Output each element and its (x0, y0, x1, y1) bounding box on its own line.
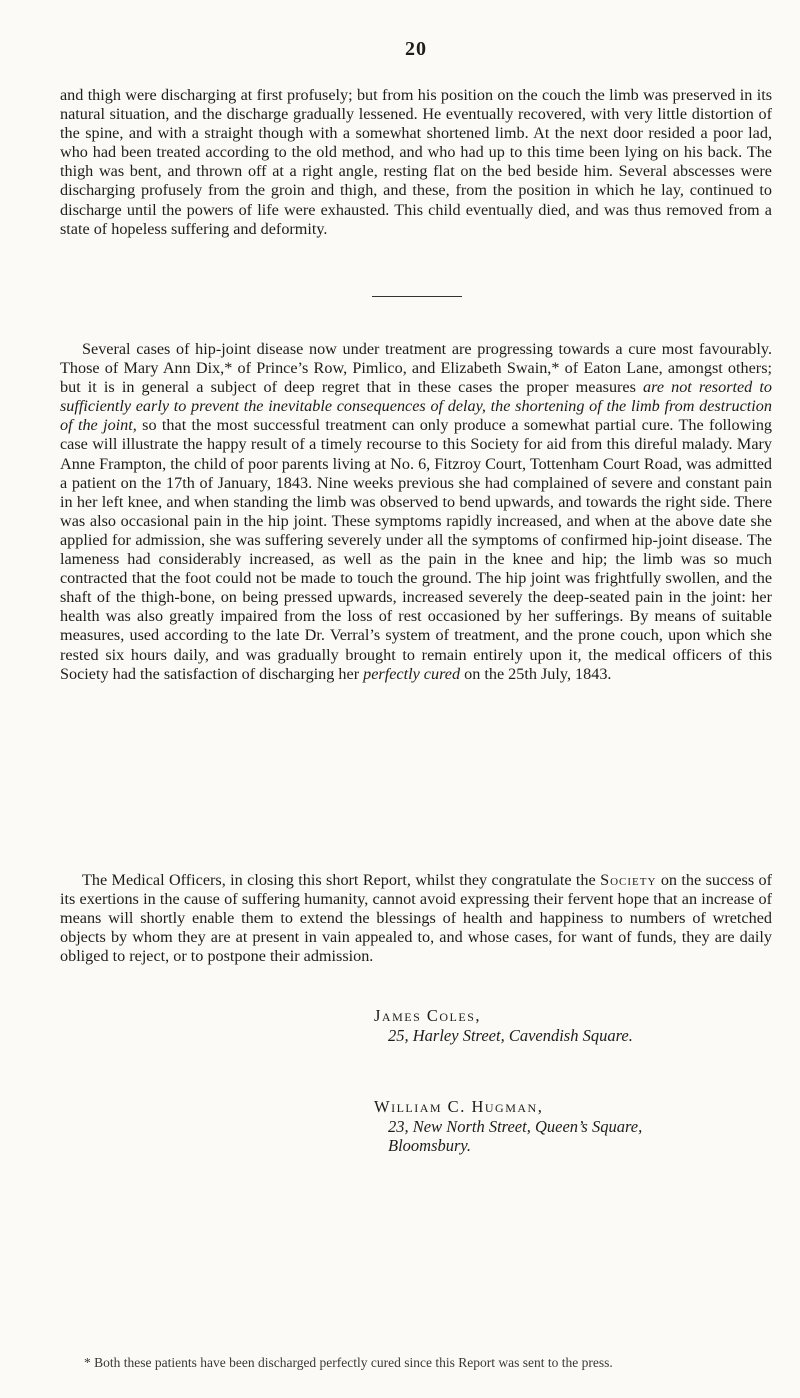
signature-james-coles (374, 1006, 633, 1045)
paragraph-2-text-c: on the 25th July, 1843. (460, 664, 612, 683)
section-divider (372, 296, 462, 297)
signatory-address-line-1: 23, New North Street, Queen’s Square, (388, 1116, 643, 1136)
footnote: * Both these patients have been discharged perfectly cured since this Report was sent to the press. (84, 1355, 613, 1370)
paragraph-2-text-b: so that the most successful treatment can only produce a somewhat partial cure. The following case will illustrate the happy result of a timely recourse to this Society for aid from this direful malady. Mary Anne Frampton, the child of poor parents living at No. 6, Fitzroy Court, Tottenham Court Road, was admitted a patient on the 17th of January, 1843. Nine weeks previous she had complained of severe and constant pain in her left knee, and when standing the limb was observed to bend upwards, and towards the right side. There was also occasional pain in the hip joint. These symptoms rapidly increased, and when at the above date she applied for admission, she was suffering severely under all the symptoms of confirmed hip-joint disease. The lameness had considerably increased, as well as the pain in the knee and hip; the limb was so much contracted that the foot could not be made to touch the ground. The hip joint was frightfully swollen, and the shaft of the thigh-bone, on being pressed upwards, increased severely the deep-seated pain in the joint: her health was also greatly impaired from the loss of rest occasioned by her sufferings. By means of suitable measures, used according to the late Dr. Verral’s system of treatment, and the prone couch, upon which she rested six hours daily, and was gradually brought to remain entirely upon it, the medical officers of this Society had the satisfaction of discharging her (60, 416, 773, 683)
paragraph-3-text-a: The Medical Officers, in closing this short Report, whilst they congratulate the (82, 871, 601, 889)
paragraph-2-italic-1: are not resorted to sufficiently early to prevent the inevitable consequences of delay, the shortening of the limb from destruction of the joint, (60, 378, 772, 435)
paragraph-2-text-a: Several cases of hip-joint disease now under treatment are progressing towards a cure most favourably. Those of Mary Ann Dix,* of Prince’s Row, Pimlico, and Elizabeth Swain,* of Eaton Lane, amongst others; but it is in general a subject of deep regret that in these cases the proper measures (60, 340, 772, 397)
paragraph-2-italic-2: perfectly cured (363, 664, 461, 683)
signature-william-hugman (374, 1097, 642, 1156)
paragraph-3-text-b: on the success of its exertions in the cause of suffering humanity, cannot avoid expressing their fervent hope that an increase of means will shortly enable them to extend the blessings of health and happiness to numbers of wretched objects by whom they are at present in vain appealed to, and whose cases, for want of funds, they are daily obliged to reject, or to postpone their admission. (60, 871, 772, 966)
signatory-address: 25, Harley Street, Cavendish Square. (388, 1025, 633, 1045)
page-number: 20 (405, 38, 427, 60)
signatory-name: William C. Hugman, (374, 1097, 544, 1116)
paragraph-3 (60, 871, 772, 966)
society-word: Society (600, 871, 657, 889)
signatory-address-line-2: Bloomsbury. (388, 1136, 471, 1155)
paragraph-2 (60, 340, 772, 684)
signatory-name: James Coles, (374, 1006, 482, 1025)
paragraph-1: and thigh were discharging at first profusely; but from his position on the couch the limb was preserved in its natural situation, and the discharge gradually lessened. He eventually recovered, with very little distortion of the spine, and with a straight though with a somewhat shortened limb. At the next door resided a poor lad, who had been treated according to the old method, and who had up to this time been lying on his back. The thigh was bent, and thrown off at a right angle, resting flat on the bed beside him. Several abscesses were discharging profusely from the groin and thigh, and these, from the position in which he lay, continued to discharge until the powers of life were exhausted. This child eventually died, and was thus removed from a state of hopeless suffering and deformity. (60, 86, 772, 238)
